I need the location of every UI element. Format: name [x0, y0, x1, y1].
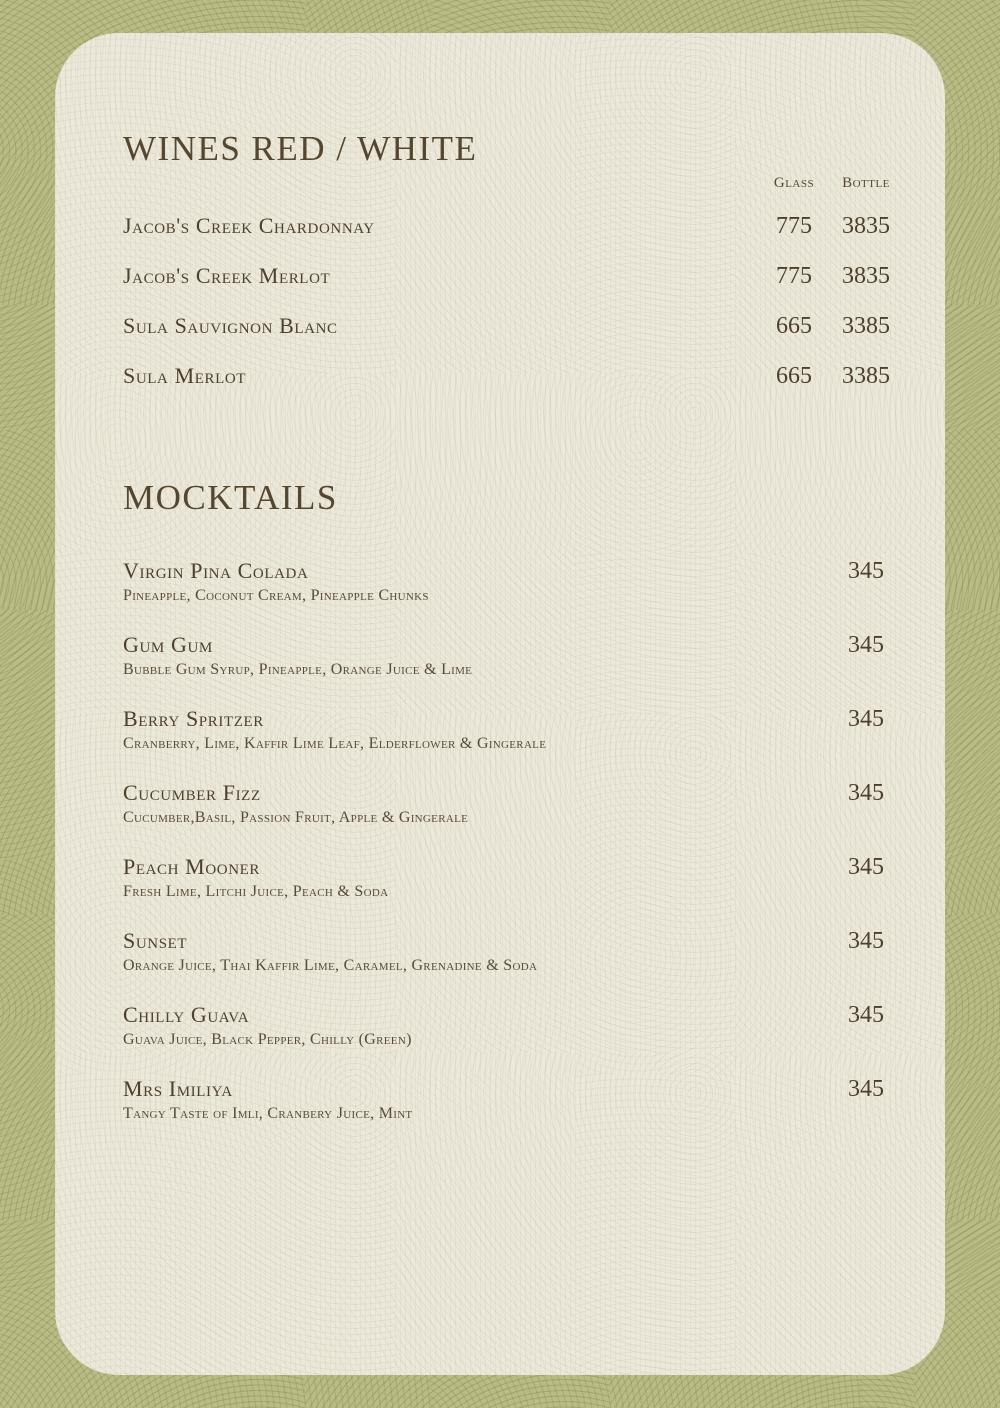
wine-bottle-price: 3385: [842, 313, 890, 339]
mocktail-description: Cucumber,Basil, Passion Fruit, Apple & Gingerale: [123, 809, 469, 826]
mocktail-item: [123, 1002, 892, 1050]
mocktail-price: 345: [848, 780, 884, 806]
wine-glass-price: 775: [776, 213, 812, 239]
wine-bottle-price: 3835: [842, 213, 890, 239]
wine-name: Jacob's Creek Chardonnay: [123, 213, 375, 238]
mocktail-name: Peach Mooner: [123, 854, 260, 879]
wine-glass-price: 665: [776, 313, 812, 339]
mocktail-item: [123, 780, 892, 828]
mocktails-section: [123, 478, 892, 1124]
mocktail-item: [123, 706, 892, 754]
mocktail-item: [123, 1076, 892, 1124]
wine-bottle-price: 3835: [842, 263, 890, 289]
mocktail-description: Fresh Lime, Litchi Juice, Peach & Soda: [123, 883, 389, 900]
price-columns-header: [123, 175, 892, 191]
wine-glass-price: 775: [776, 263, 812, 289]
mocktail-name-row: [123, 706, 892, 732]
wine-row: [123, 263, 892, 289]
mocktail-list: [123, 558, 892, 1124]
mocktail-name: Virgin Pina Colada: [123, 558, 309, 583]
bottle-column-header: Bottle: [842, 175, 890, 191]
mocktail-price: 345: [848, 1002, 884, 1028]
mocktail-description: Pineapple, Coconut Cream, Pineapple Chunks: [123, 587, 429, 604]
mocktail-description: Tangy Taste of Imli, Cranbery Juice, Mint: [123, 1105, 413, 1122]
mocktail-price: 345: [848, 706, 884, 732]
mocktail-price: 345: [848, 854, 884, 880]
wine-name: Sula Merlot: [123, 363, 247, 388]
mocktail-name-row: [123, 928, 892, 954]
mocktail-name: Sunset: [123, 928, 188, 953]
mocktail-description: Guava Juice, Black Pepper, Chilly (Green): [123, 1031, 412, 1048]
wines-section-title: WINES RED / WHITE: [123, 129, 478, 168]
mocktail-name-row: [123, 780, 892, 806]
mocktails-section-title: MOCKTAILS: [123, 478, 338, 517]
wine-name: Jacob's Creek Merlot: [123, 263, 331, 288]
wine-list: [123, 213, 892, 389]
mocktail-description: Bubble Gum Syrup, Pineapple, Orange Juice & Lime: [123, 661, 473, 678]
mocktail-item: [123, 928, 892, 976]
mocktail-item: [123, 854, 892, 902]
wines-section: [123, 129, 892, 389]
wine-row: [123, 313, 892, 339]
mocktail-name: Cucumber Fizz: [123, 780, 261, 805]
mocktail-name-row: [123, 854, 892, 880]
mocktail-description: Orange Juice, Thai Kaffir Lime, Caramel, Grenadine & Soda: [123, 957, 538, 974]
mocktail-name-row: [123, 1002, 892, 1028]
mocktail-description: Cranberry, Lime, Kaffir Lime Leaf, Elderflower & Gingerale: [123, 735, 547, 752]
mocktail-price: 345: [848, 1076, 884, 1102]
mocktail-item: [123, 558, 892, 606]
mocktail-name-row: [123, 1076, 892, 1102]
wine-glass-price: 665: [776, 363, 812, 389]
wine-name: Sula Sauvignon Blanc: [123, 313, 338, 338]
mocktail-name: Mrs Imiliya: [123, 1076, 233, 1101]
mocktail-name-row: [123, 632, 892, 658]
mocktail-name-row: [123, 558, 892, 584]
mocktail-price: 345: [848, 632, 884, 658]
mocktail-name: Gum Gum: [123, 632, 213, 657]
wine-bottle-price: 3385: [842, 363, 890, 389]
wine-row: [123, 213, 892, 239]
mocktail-price: 345: [848, 928, 884, 954]
glass-column-header: Glass: [773, 175, 815, 191]
menu-card: [55, 33, 945, 1375]
mocktail-name: Berry Spritzer: [123, 706, 264, 731]
mocktail-item: [123, 632, 892, 680]
mocktail-name: Chilly Guava: [123, 1002, 250, 1027]
wine-row: [123, 363, 892, 389]
mocktail-price: 345: [848, 558, 884, 584]
